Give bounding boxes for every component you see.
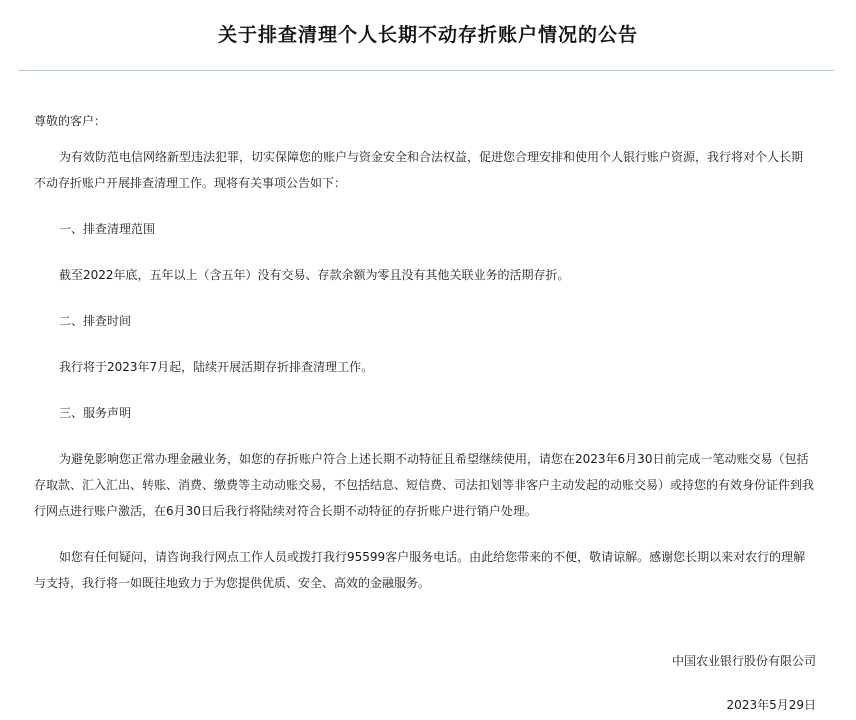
section-heading-time: 二、排查时间 xyxy=(59,314,132,328)
closing-paragraph: 如您有任何疑问，请咨询我行网点工作人员或拨打我行95599客户服务电话。由此给您带来的不便，敬请谅解。感谢您长期以来对农行的理解与支持，我行将一如既往地致力于为您提供优质、安全、高效的金融服务。 xyxy=(34,550,806,590)
notice-date: 2023年5月29日 xyxy=(726,698,816,712)
section-body-scope: 截至2022年底，五年以上（含五年）没有交易、存款余额为零且没有其他关联业务的活期存折。 xyxy=(59,268,570,282)
greeting: 尊敬的客户： xyxy=(34,114,107,128)
company-name: 中国农业银行股份有限公司 xyxy=(671,654,816,668)
section-body-time: 我行将于2023年7月起，陆续开展活期存折排查清理工作。 xyxy=(59,360,374,374)
section-heading-scope: 一、排查清理范围 xyxy=(59,222,156,236)
section-body-service: 为避免影响您正常办理金融业务，如您的存折账户符合上述长期不动特征且希望继续使用，请您在2023年6月30日前完成一笔动账交易（包括存取款、汇入汇出、转账、消费、缴费等主动动账交易，不包括结息、短信费、司法扣划等非客户主动发起的动账交易）或持您的有效身份证件到我行网点进行账户激活，在6月30日后我行将陆续对符合长期不动特征的存折账户进行销户处理。 xyxy=(34,452,815,518)
title-divider xyxy=(18,70,834,71)
notice-title: 关于排查清理个人长期不动存折账户情况的公告 xyxy=(217,24,638,46)
section-heading-service: 三、服务声明 xyxy=(59,406,132,420)
intro-paragraph: 为有效防范电信网络新型违法犯罪，切实保障您的账户与资金安全和合法权益，促进您合理安排和使用个人银行账户资源，我行将对个人长期不动存折账户开展排查清理工作。现将有关事项公告如下： xyxy=(34,150,804,190)
notice-body xyxy=(34,108,814,596)
